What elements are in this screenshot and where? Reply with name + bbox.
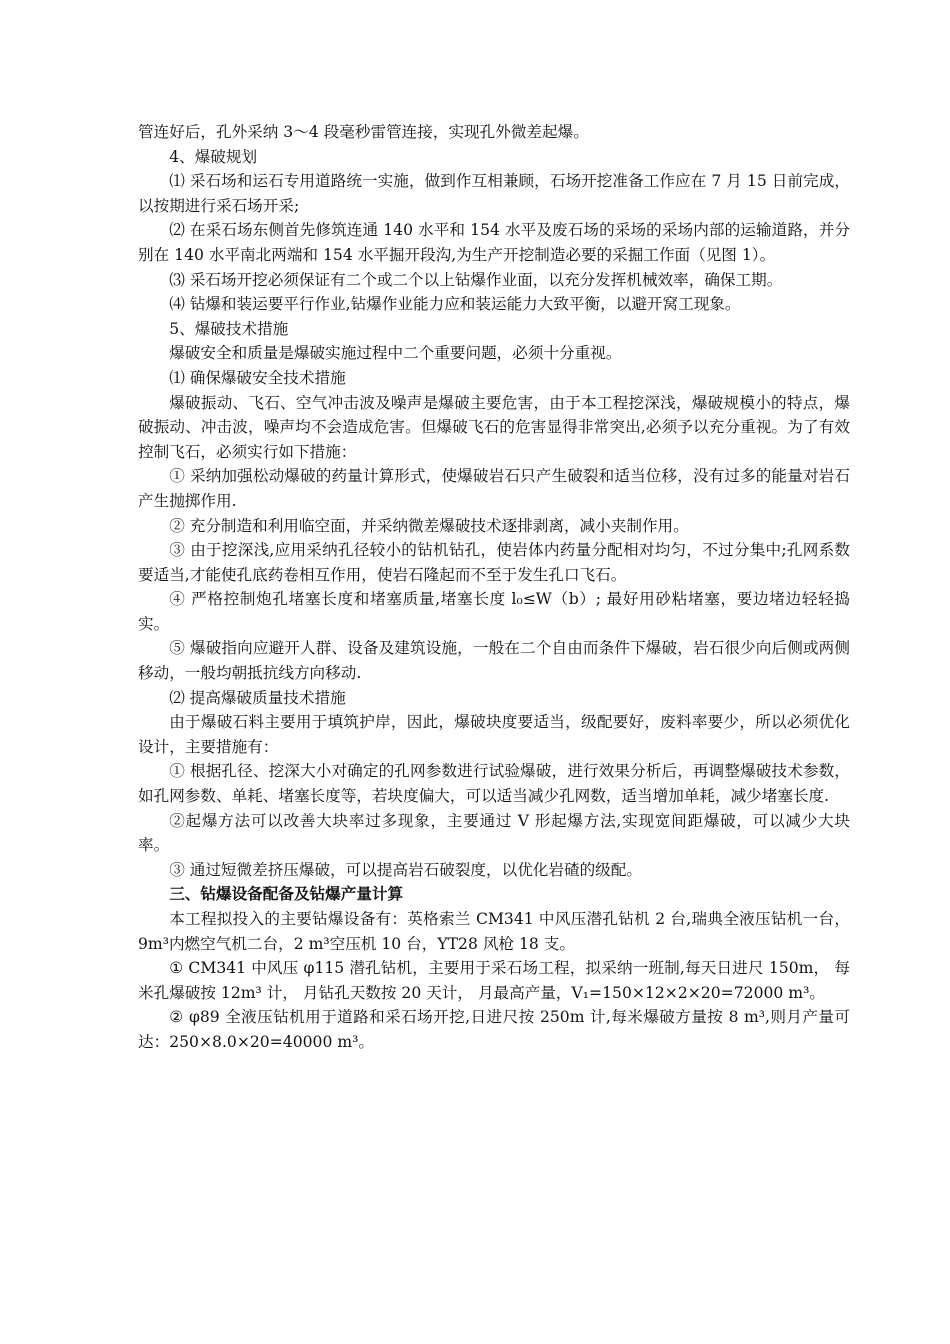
paragraph: 爆破振动、飞石、空气冲击波及噪声是爆破主要危害，由于本工程挖深浅，爆破规模小的特点，爆破振动、冲击波，噪声均不会造成危害。但爆破飞石的危害显得非常突出,必须予以充分重视。为了有效控制飞石，必须实行如下措施： [138, 393, 850, 461]
list-item: ④ 严格控制炮孔堵塞长度和堵塞质量,堵塞长度 l₀≤W（b）; 最好用砂粘堵塞，要边堵边轻轻捣实。 [138, 590, 850, 633]
list-item: ① 根据孔径、挖深大小对确定的孔网参数进行试验爆破，进行效果分析后，再调整爆破技术参数，如孔网参数、单耗、堵塞长度等，若块度偏大，可以适当减少孔网数，适当增加单耗，减少堵塞长度. [138, 762, 850, 806]
list-item: ③ 由于挖深浅,应用采纳孔径较小的钻机钻孔，使岩体内药量分配相对均匀，不过分集中;孔网系数要适当,才能使孔底药卷相互作用，使岩石隆起而不至于发生孔口飞石。 [138, 541, 850, 584]
section-heading: 4、爆破规划 [169, 147, 258, 166]
list-item: ②起爆方法可以改善大块率过多现象，主要通过 V 形起爆方法,实现宽间距爆破，可以减少大块率。 [138, 811, 850, 855]
paragraph: ⑴ 采石场和运石专用道路统一实施，做到作互相兼顾，石场开挖准备工作应在 7 月 15 日前完成，以按期进行采石场开采; [138, 172, 850, 215]
paragraph: ⑶ 采石场开挖必须保证有二个或二个以上钻爆作业面，以充分发挥机械效率，确保工期。 [169, 270, 783, 289]
paragraph: ⑵ 在采石场东侧首先修筑连通 140 水平和 154 水平及废石场的采场的采场内部的运输道路，并分别在 140 水平南北两端和 154 水平掘开段沟,为生产开挖制造必要的采掘工作面（见图 1）。 [138, 221, 850, 264]
paragraph: ⑷ 钻爆和装运要平行作业,钻爆作业能力应和装运能力大致平衡，以避开窝工现象。 [169, 295, 741, 314]
list-item: ⑤ 爆破指向应避开人群、设备及建筑设施，一般在二个自由而条件下爆破，岩石很少向后侧或两侧移动，一般均朝抵抗线方向移动. [138, 639, 850, 683]
list-item: ② 充分制造和利用临空面，并采纳微差爆破技术逐排剥离，减小夹制作用。 [169, 516, 689, 535]
section-heading: 5、爆破技术措施 [169, 319, 289, 338]
paragraph: 本工程拟投入的主要钻爆设备有：英格索兰 CM341 中风压潜孔钻机 2 台,瑞典全液压钻机一台，9m³内燃空气机二台，2 m³空压机 10 台，YT28 风枪 18 支。 [138, 910, 850, 953]
list-item: ① CM341 中风压 φ115 潜孔钻机，主要用于采石场工程，拟采纳一班制,每天日进尺 150m， 每米孔爆破按 12m³ 计， 月钻孔天数按 20 天计， 月最高产量，V₁=150×12×2×20=72000 m³。 [138, 959, 850, 1002]
subsection-heading: ⑵ 提高爆破质量技术措施 [169, 688, 346, 707]
document-page [138, 120, 850, 1055]
subsection-heading: ⑴ 确保爆破安全技术措施 [169, 368, 346, 387]
list-item: ③ 通过短微差挤压爆破，可以提高岩石破裂度，以优化岩碴的级配。 [169, 860, 642, 879]
list-item: ① 采纳加强松动爆破的药量计算形式，使爆破岩石只产生破裂和适当位移，没有过多的能量对岩石产生抛掷作用. [138, 467, 850, 510]
chapter-heading: 三、钻爆设备配备及钻爆产量计算 [169, 884, 404, 904]
paragraph: 爆破安全和质量是爆破实施过程中二个重要问题，必须十分重视。 [169, 344, 622, 363]
paragraph: 由于爆破石料主要用于填筑护岸，因此，爆破块度要适当，级配要好，废料率要少，所以必须优化设计，主要措施有： [138, 713, 850, 756]
paragraph: 管连好后，孔外采纳 3～4 段毫秒雷管连接，实现孔外微差起爆。 [138, 123, 589, 141]
list-item: ② φ89 全液压钻机用于道路和采石场开挖,日进尺按 250m 计,每米爆破方量按 8 m³,则月产量可达：250×8.0×20=40000 m³。 [138, 1008, 850, 1051]
